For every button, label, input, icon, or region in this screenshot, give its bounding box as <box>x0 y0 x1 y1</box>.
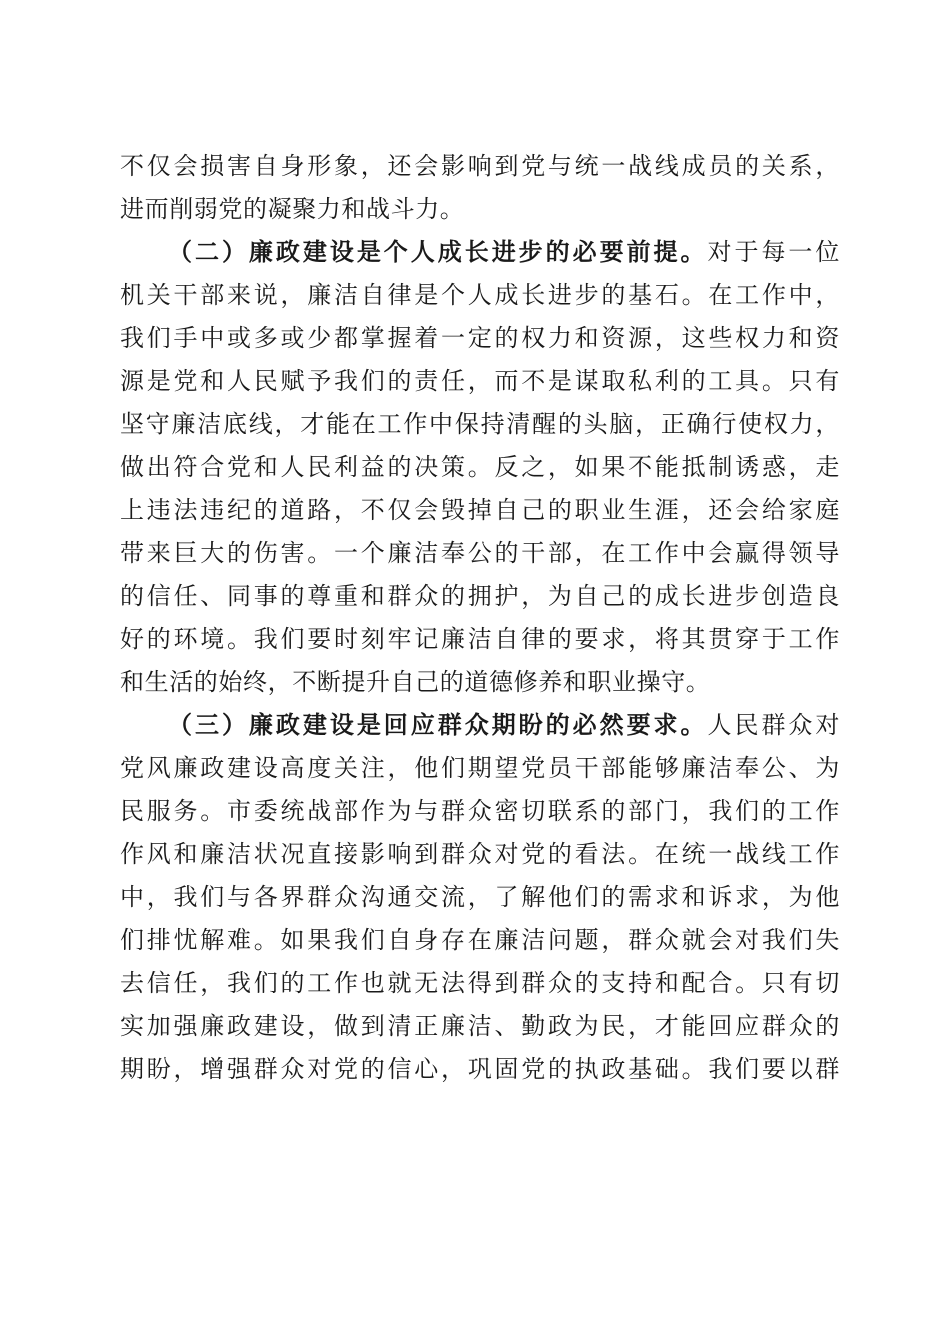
paragraph-line: 好的环境。我们要时刻牢记廉洁自律的要求，将其贯穿于工作 <box>120 625 840 653</box>
paragraph-text: 人民群众对 <box>707 711 840 739</box>
paragraph-line: 期盼，增强群众对党的信心，巩固党的执政基础。我们要以群 <box>120 1055 840 1083</box>
paragraph-line: 做出符合党和人民利益的决策。反之，如果不能抵制诱惑，走 <box>120 453 840 481</box>
paragraph-text: 对于每一位 <box>707 238 840 266</box>
paragraph-line: 上违法违纪的道路，不仅会毁掉自己的职业生涯，还会给家庭 <box>120 496 840 524</box>
paragraph-line: 实加强廉政建设，做到清正廉洁、勤政为民，才能回应群众的 <box>120 1012 840 1040</box>
paragraph-line: 去信任，我们的工作也就无法得到群众的支持和配合。只有切 <box>120 969 840 997</box>
paragraph-line: 民服务。市委统战部作为与群众密切联系的部门，我们的工作 <box>120 797 840 825</box>
paragraph-line: 我们手中或多或少都掌握着一定的权力和资源，这些权力和资 <box>120 324 840 352</box>
paragraph-line: 中，我们与各界群众沟通交流，了解他们的需求和诉求，为他 <box>120 883 840 911</box>
paragraph-line: 党风廉政建设高度关注，他们期望党员干部能够廉洁奉公、为 <box>120 754 840 782</box>
paragraph-line: 机关干部来说，廉洁自律是个人成长进步的基石。在工作中， <box>120 281 840 309</box>
paragraph-line: 的信任、同事的尊重和群众的拥护，为自己的成长进步创造良 <box>120 582 840 610</box>
paragraph-line: 坚守廉洁底线，才能在工作中保持清醒的头脑，正确行使权力， <box>120 410 840 438</box>
paragraph-line: 不仅会损害自身形象，还会影响到党与统一战线成员的关系， <box>120 152 840 180</box>
paragraph-line: 源是党和人民赋予我们的责任，而不是谋取私利的工具。只有 <box>120 367 840 395</box>
paragraph-line: 进而削弱党的凝聚力和战斗力。 <box>120 195 465 223</box>
paragraph-line: 和生活的始终，不断提升自己的道德修养和职业操守。 <box>120 668 711 696</box>
paragraph-line: 们排忧解难。如果我们自身存在廉洁问题，群众就会对我们失 <box>120 926 840 954</box>
paragraph-heading-line <box>168 707 840 743</box>
paragraph-line: 作风和廉洁状况直接影响到群众对党的看法。在统一战线工作 <box>120 840 840 868</box>
section-heading: （二）廉政建设是个人成长进步的必要前提。 <box>168 237 708 266</box>
section-heading: （三）廉政建设是回应群众期盼的必然要求。 <box>168 710 708 739</box>
paragraph-line: 带来巨大的伤害。一个廉洁奉公的干部，在工作中会赢得领导 <box>120 539 840 567</box>
paragraph-heading-line <box>168 234 840 270</box>
